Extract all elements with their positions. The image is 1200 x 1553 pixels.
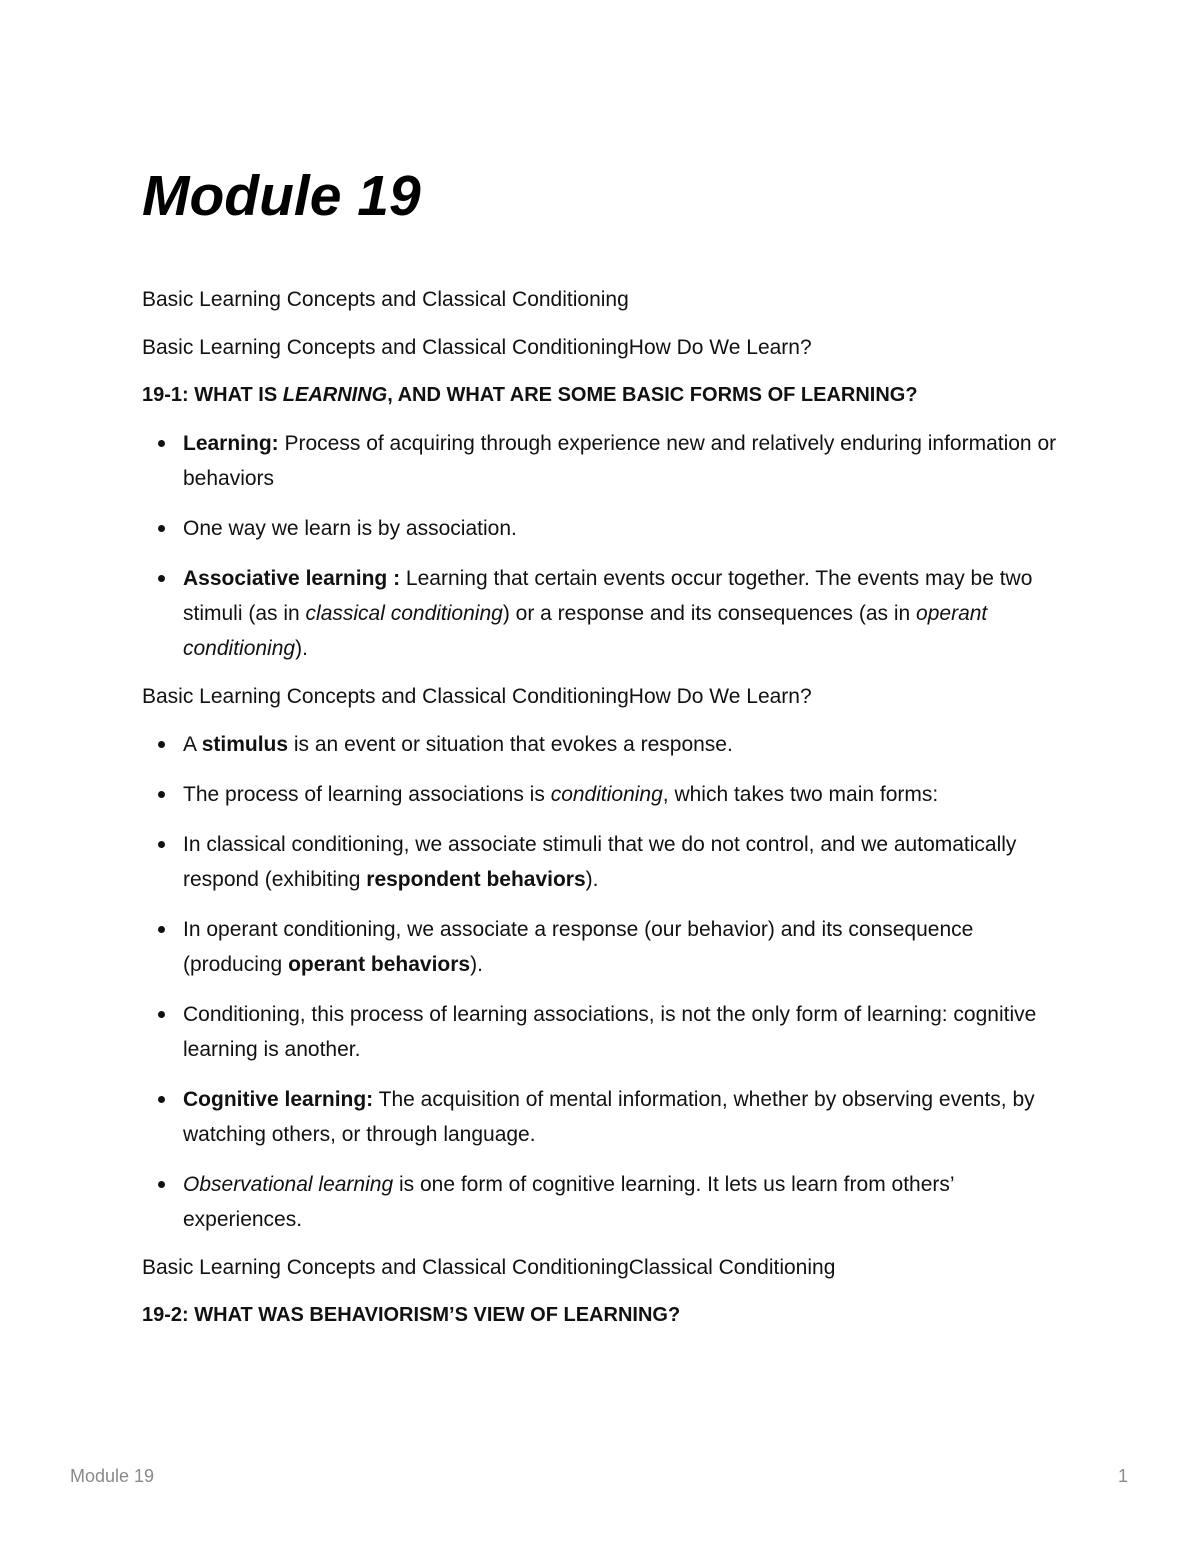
item-text: In classical conditioning, we associate stimuli that we do not control, and we automatically respond (exhibiting [183,833,1017,891]
item-emphasis: conditioning [550,783,663,806]
section-heading-19-2: 19-2: WHAT WAS BEHAVIORISM’S VIEW OF LEARNING? [142,1304,681,1326]
item-text: ). [295,637,308,660]
list-item [183,727,1072,762]
bullet-list [142,426,1072,666]
bullet-icon [158,926,165,933]
list-item [183,561,1072,666]
section-heading-19-1 [142,378,1072,413]
list-item [183,1167,1072,1237]
bullet-icon [158,841,165,848]
heading-emphasis: LEARNING [282,384,388,406]
term: Associative learning : [183,567,401,590]
bullet-icon [158,1011,165,1018]
item-text: ). [470,953,483,976]
term: Learning: [183,432,279,455]
section-subtitle: Basic Learning Concepts and Classical Conditioning [142,288,629,311]
item-text: One way we learn is by association. [183,517,517,540]
list-item [183,827,1072,897]
document-body [142,282,1072,1346]
item-emphasis: classical conditioning [305,602,503,625]
section-subtitle: Basic Learning Concepts and Classical ConditioningHow Do We Learn? [142,336,812,359]
item-emphasis: Observational learning [183,1173,394,1196]
item-text: In operant conditioning, we associate a response (our behavior) and its consequence (producing [183,918,974,976]
list-item [183,912,1072,982]
item-text: ). [585,868,599,891]
section-subtitle: Basic Learning Concepts and Classical ConditioningHow Do We Learn? [142,685,812,708]
bullet-icon [158,1181,165,1188]
item-text: is one form of cognitive learning. It lets us learn from others’ experiences. [183,1173,954,1231]
page-title: Module 19 [142,164,421,228]
item-text: The acquisition of mental information, whether by observing events, by watching others, or through language. [183,1088,1035,1146]
item-text: is an event or situation that evokes a response. [288,733,733,756]
item-text: Conditioning, this process of learning associations, is not the only form of learning: cognitive learning is another. [183,1003,1037,1061]
term: respondent behaviors [366,868,586,891]
item-text: , which takes two main forms: [662,783,939,806]
bullet-icon [158,791,165,798]
list-item [183,426,1072,496]
page-number: 1 [1118,1466,1129,1486]
bullet-list [142,727,1072,1237]
bullet-icon [158,440,165,447]
list-item [183,997,1072,1067]
list-item [183,777,1072,812]
item-text: A [183,733,202,756]
footer-title: Module 19 [70,1466,155,1486]
bullet-icon [158,1096,165,1103]
bullet-icon [158,741,165,748]
item-text: Process of acquiring through experience new and relatively enduring information or behaviors [183,432,1057,490]
list-item [183,511,1072,546]
item-text: Learning that certain events occur together. The events may be two stimuli (as in [183,567,1033,625]
heading-text: , AND WHAT ARE SOME BASIC FORMS OF LEARNING? [387,384,918,406]
term: operant behaviors [288,953,471,976]
term: stimulus [201,733,289,756]
section-subtitle: Basic Learning Concepts and Classical ConditioningClassical Conditioning [142,1256,836,1279]
list-item [183,1082,1072,1152]
item-text: The process of learning associations is [183,783,551,806]
bullet-icon [158,575,165,582]
item-text: ) or a response and its consequences (as in [502,602,917,625]
item-emphasis: operant conditioning [183,602,988,660]
heading-text: 19-1: WHAT IS [142,384,283,406]
bullet-icon [158,525,165,532]
term: Cognitive learning: [183,1088,374,1111]
